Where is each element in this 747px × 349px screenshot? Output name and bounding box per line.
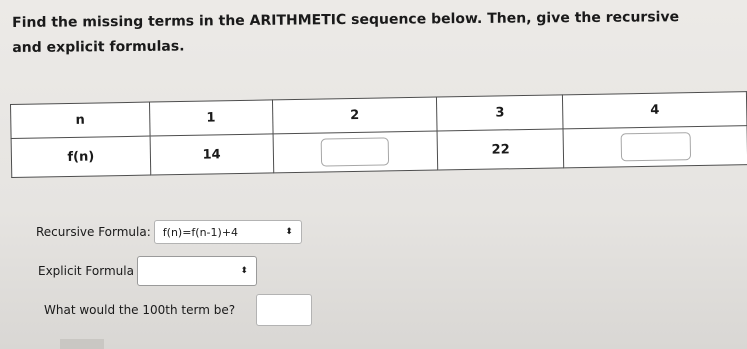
- recursive-formula-select[interactable]: [154, 220, 302, 244]
- row-header-fn: f(n): [11, 136, 150, 177]
- fn-cell-4: [563, 126, 747, 168]
- n-cell-2: 2: [272, 97, 437, 134]
- explicit-formula-label: Explicit Formula: [38, 264, 134, 278]
- hundredth-term-row: [44, 294, 312, 326]
- fn-cell-1: 14: [150, 134, 273, 175]
- hundredth-term-input[interactable]: [256, 294, 312, 326]
- n-cell-1: 1: [149, 100, 272, 136]
- answer-input-term-2[interactable]: [321, 137, 389, 166]
- explicit-formula-select[interactable]: [137, 256, 257, 286]
- recursive-formula-value: f(n)=f(n-1)+4: [162, 225, 239, 239]
- hundredth-term-label: What would the 100th term be?: [44, 303, 236, 317]
- answer-input-term-4[interactable]: [620, 132, 690, 161]
- recursive-formula-label: Recursive Formula:: [36, 225, 151, 239]
- up-down-arrows-icon: ⬍: [285, 226, 293, 237]
- fn-cell-2: [273, 131, 438, 173]
- n-cell-3: 3: [437, 95, 563, 131]
- edge-strip: [60, 339, 104, 349]
- n-cell-4: 4: [563, 92, 747, 129]
- row-header-n: n: [11, 102, 150, 138]
- explicit-formula-row: [38, 256, 257, 286]
- sequence-table: [10, 91, 747, 178]
- up-down-arrows-icon: ⬍: [240, 265, 248, 276]
- fn-cell-3: 22: [437, 129, 563, 170]
- recursive-formula-row: [36, 220, 302, 244]
- question-text: Find the missing terms in the ARITHMETIC sequence below. Then, give the recursive and explicit formulas.: [12, 9, 680, 56]
